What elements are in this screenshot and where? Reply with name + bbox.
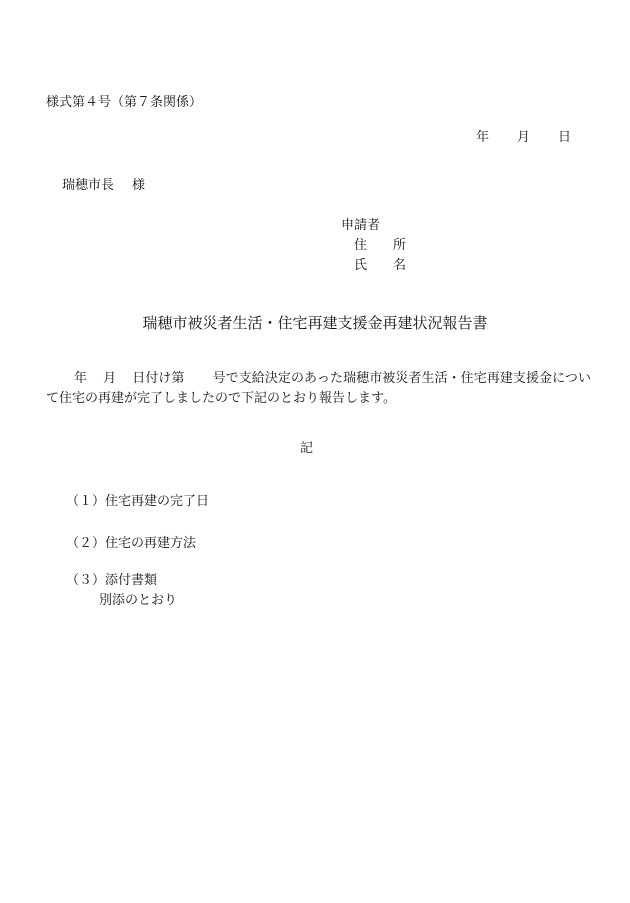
body-day-ref: 日付け第 bbox=[132, 371, 185, 386]
body-text: 号で支給決定のあった瑞穂市被災者生活・住宅再建支援金について住宅の再建が完了しましたので下記のとおり報告します。 bbox=[46, 371, 591, 406]
date-month-label: 月 bbox=[517, 130, 531, 145]
body-paragraph bbox=[46, 369, 591, 409]
applicant-name-row bbox=[341, 258, 406, 278]
date-line bbox=[476, 130, 571, 146]
date-day-label: 日 bbox=[558, 130, 572, 145]
name-label-second: 名 bbox=[393, 258, 407, 273]
applicant-block bbox=[341, 218, 406, 278]
item-attachments: （３）添付書類 bbox=[66, 573, 158, 588]
item-completion-date: （１）住宅再建の完了日 bbox=[66, 494, 210, 509]
ki-heading: 記 bbox=[300, 441, 314, 456]
document-title: 瑞穂市被災者生活・住宅再建支援金再建状況報告書 bbox=[142, 314, 488, 332]
form-number: 様式第４号（第７条関係） bbox=[46, 95, 203, 110]
applicant-address-row bbox=[341, 238, 406, 258]
addressee bbox=[62, 178, 145, 194]
date-year-label: 年 bbox=[476, 130, 490, 145]
item-attachments-detail: 別添のとおり bbox=[99, 593, 178, 608]
applicant-heading: 申請者 bbox=[341, 218, 381, 233]
body-month: 月 bbox=[103, 371, 117, 386]
body-year: 年 bbox=[74, 371, 88, 386]
addressee-honorific: 様 bbox=[132, 178, 146, 193]
item-rebuild-method: （２）住宅の再建方法 bbox=[66, 536, 197, 551]
name-label-first: 氏 bbox=[354, 258, 368, 273]
address-label-first: 住 bbox=[354, 238, 368, 253]
address-label-second: 所 bbox=[393, 238, 407, 253]
addressee-name: 瑞穂市長 bbox=[62, 178, 115, 193]
